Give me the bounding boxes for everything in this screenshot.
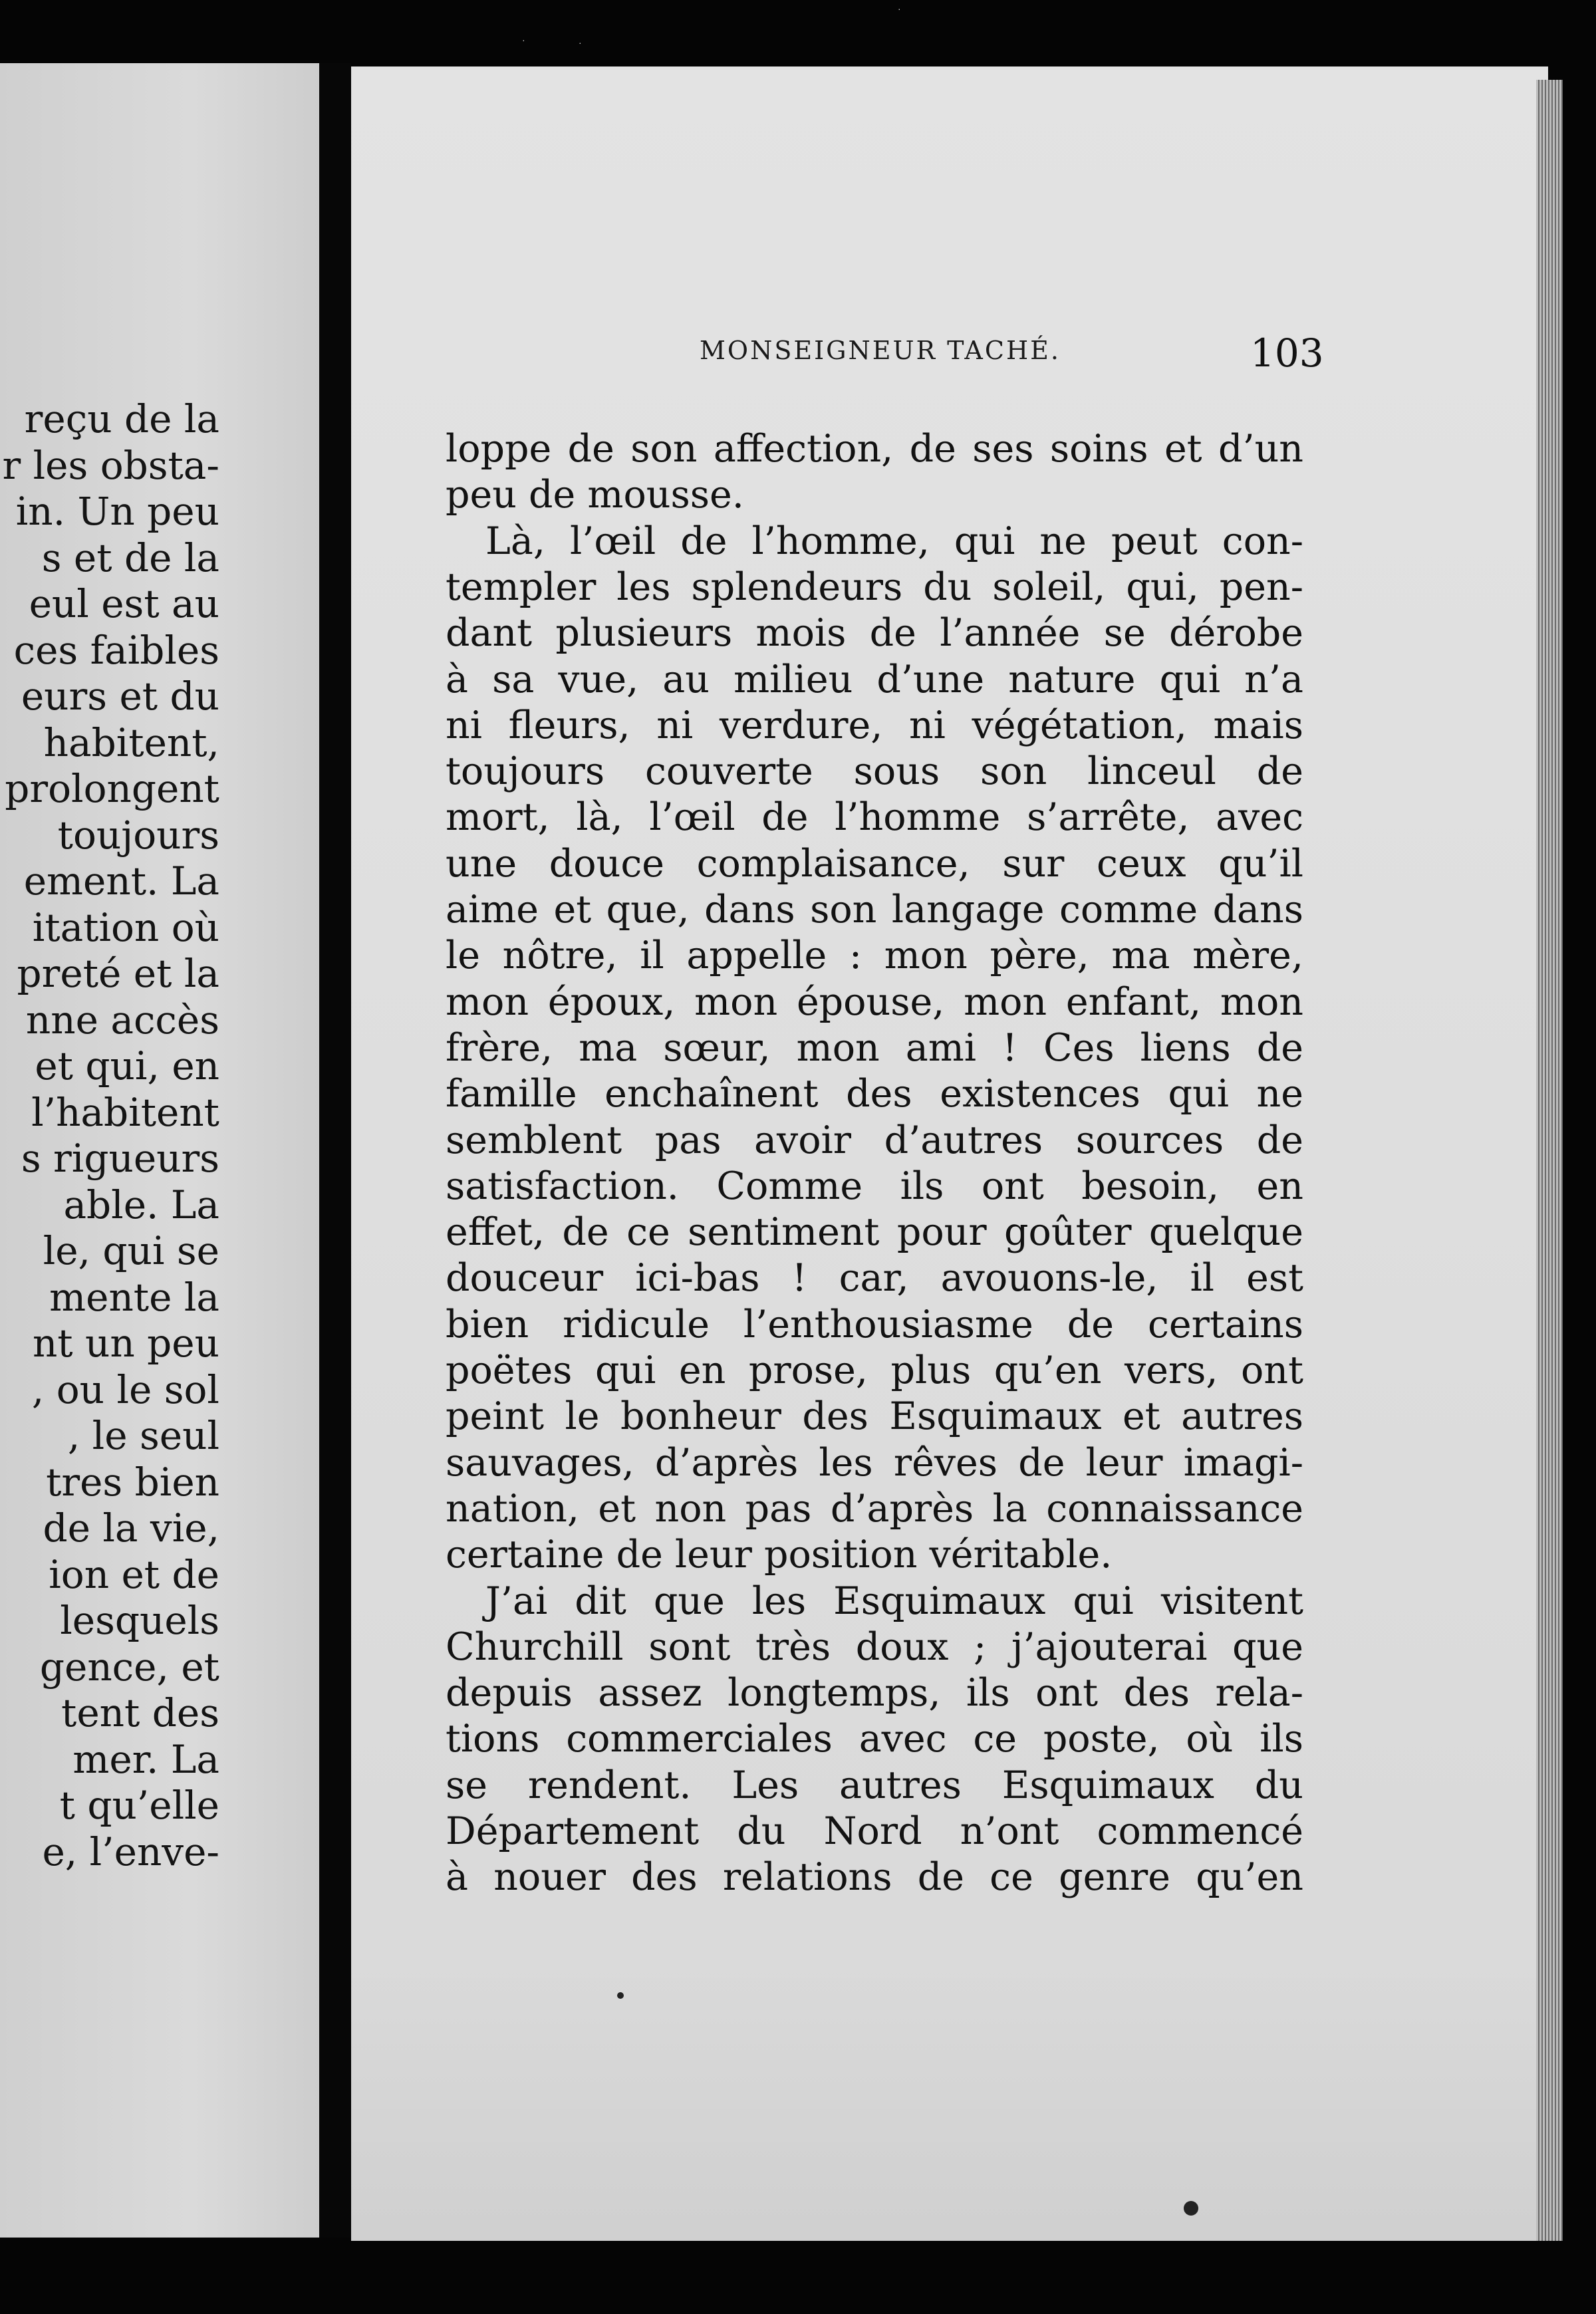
text-line: une douce complaisance, sur ceux qu’il [446, 841, 1303, 886]
text-line: dant plusieurs mois de l’année se dérobe [446, 611, 1303, 656]
text-line: mon époux, mon épouse, mon enfant, mon [446, 979, 1303, 1024]
previous-page-line: lesquels [60, 1598, 219, 1643]
text-line: poëtes qui en prose, plus qu’en vers, ont [446, 1349, 1303, 1392]
previous-page-line: s rigueurs [21, 1136, 219, 1181]
text-line: mort, là, l’œil de l’homme s’arrête, avec [446, 795, 1303, 840]
previous-page-line: le, qui se [43, 1228, 219, 1273]
scan-speck: · [579, 37, 582, 48]
previous-page-line: ement. La [23, 858, 219, 904]
previous-page-line: de la vie, [43, 1505, 219, 1551]
previous-page-line: et qui, en [35, 1043, 219, 1089]
previous-page-line: l’habitent [31, 1089, 219, 1135]
previous-page-line: habitent, [43, 719, 219, 765]
ink-speck [617, 1992, 624, 1999]
previous-page-line: mente la [49, 1274, 219, 1320]
text-line: frère, ma sœur, mon ami ! Ces liens de [446, 1025, 1303, 1070]
book-gutter [319, 63, 351, 2238]
text-line: Là, l’œil de l’homme, qui ne peut con- [485, 519, 1303, 563]
ink-speck [1184, 2201, 1198, 2216]
page-shading [351, 1962, 1548, 2241]
text-line: peu de mousse. [446, 473, 744, 517]
text-line: à sa vue, au milieu d’une nature qui n’a [446, 657, 1303, 702]
text-line: bien ridicule l’enthousiasme de certains [446, 1302, 1303, 1347]
previous-page-line: s et de la [41, 535, 219, 580]
page-edges [1536, 80, 1563, 2241]
scan-speck: · [898, 3, 901, 14]
text-line: aime et que, dans son langage comme dans [446, 888, 1303, 932]
previous-page-line: prolongent [5, 766, 219, 811]
previous-page-line: mer. La [72, 1736, 219, 1782]
text-line: loppe de son affection, de ses soins et d’un [446, 427, 1303, 471]
text-line: Département du Nord n’ont commencé [446, 1809, 1303, 1853]
page-number: 103 [1250, 330, 1324, 376]
previous-page-line: ces faibles [13, 627, 219, 673]
previous-page-line: e, l’enve- [42, 1829, 219, 1874]
previous-page-line: r les obsta- [2, 442, 219, 488]
previous-page-line: preté et la [17, 951, 219, 996]
text-line: effet, de ce sentiment pour goûter quelque [446, 1210, 1303, 1255]
text-line: ni fleurs, ni verdure, ni végétation, mais [446, 703, 1303, 747]
previous-page-line: gence, et [39, 1644, 219, 1690]
text-line: Churchill sont très doux ; j’ajouterai que [446, 1624, 1303, 1669]
text-line: se rendent. Les autres Esquimaux du [446, 1763, 1303, 1807]
text-line: depuis assez longtemps, ils ont des rela- [446, 1671, 1303, 1716]
text-line: famille enchaînent des existences qui ne [446, 1072, 1303, 1116]
previous-page-line: , le seul [67, 1413, 219, 1458]
previous-page-line: eurs et du [21, 674, 219, 719]
text-line: certaine de leur position véritable. [446, 1533, 1113, 1577]
previous-page-line: tent des [61, 1690, 219, 1736]
previous-page-line: , ou le sol [31, 1366, 219, 1412]
running-head: MONSEIGNEUR TACHÉ. [700, 336, 1061, 365]
text-line: le nôtre, il appelle : mon père, ma mère, [446, 934, 1303, 978]
previous-page-line: eul est au [29, 581, 219, 626]
text-line: tions commerciales avec ce poste, où ils [446, 1717, 1303, 1761]
previous-page-line: nne accès [25, 997, 219, 1043]
previous-page-line: toujours [57, 812, 219, 858]
text-line: semblent pas avoir d’autres sources de [446, 1118, 1303, 1162]
text-line: toujours couverte sous son linceul de [446, 749, 1303, 794]
previous-page-line: itation où [32, 904, 219, 950]
previous-page-line: tres bien [46, 1459, 219, 1505]
text-line: satisfaction. Comme ils ont besoin, en [446, 1164, 1303, 1208]
previous-page [0, 63, 319, 2238]
previous-page-line: in. Un peu [15, 489, 219, 534]
text-line: nation, et non pas d’après la connaissance [446, 1486, 1303, 1531]
scan-speck: · [522, 35, 525, 45]
text-line: peint le bonheur des Esquimaux et autres [446, 1394, 1303, 1439]
previous-page-line: reçu de la [24, 396, 219, 442]
previous-page-line: nt un peu [32, 1321, 219, 1366]
text-line: douceur ici-bas ! car, avouons-le, il est [446, 1256, 1303, 1301]
previous-page-line: able. La [63, 1182, 219, 1227]
text-line: J’ai dit que les Esquimaux qui visitent [485, 1579, 1303, 1623]
text-line: templer les splendeurs du soleil, qui, pen- [446, 565, 1303, 609]
text-line: sauvages, d’après les rêves de leur imagi- [446, 1440, 1303, 1485]
previous-page-line: t qu’elle [59, 1783, 219, 1828]
text-line: à nouer des relations de ce genre qu’en [446, 1855, 1303, 1900]
previous-page-line: ion et de [49, 1551, 219, 1597]
